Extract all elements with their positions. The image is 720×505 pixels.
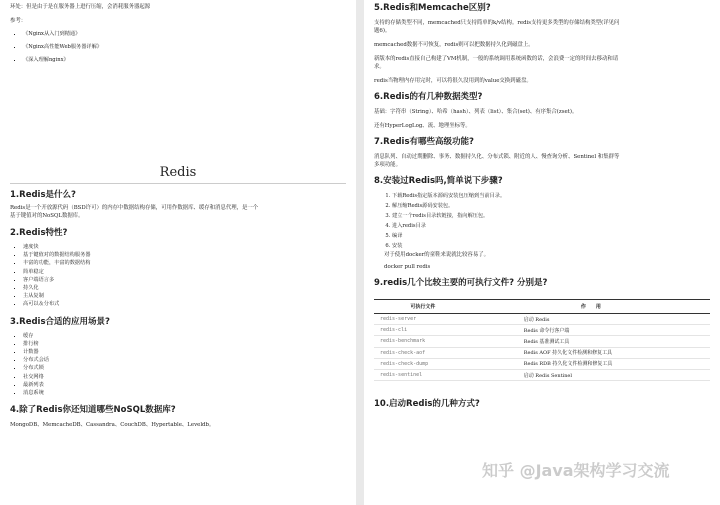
list-item: ▪ 社交网络 [23,373,346,381]
table-row [374,347,710,358]
list-item: ▪ 简单稳定 [23,268,346,276]
s4-text: MongoDB、MemcacheDB、Cassandra、CouchDB、Hypertable、Leveldb。 [10,422,215,429]
env-note: 环处：但是由于是在服务器上进行压缩，会消耗服务器起源 [10,4,151,10]
s5-text-line: redis当物理内存用完时，可以将很久没用到的value交换到磁盘。 [374,78,532,84]
step-item: 3. 建立一个redis目录软链接，指向解压包。 [392,211,710,221]
table-row [374,314,710,325]
table-cell-exec: redis-check-aof [374,347,472,358]
left-page [0,0,356,505]
s5-text-line: 新版本的redis直接自己构建了VM机制，一般的系统调用系统函数的话，会浪费一定的时间去移动和请 [374,56,619,62]
step-item: 1. 下载Redis指定版本源码安装包压缩到当前目录。 [392,191,710,201]
list-item: ▪ 基于键值对的数据结构服务器 [23,251,346,259]
section-heading-1: 1.Redis是什么? [10,190,76,200]
table-cell-desc: Redis AOF 持久化文件检测和修复工具 [472,347,710,358]
table-row [374,358,710,369]
list-item: ▪ 最新列表 [23,381,346,389]
list-item: ▪ 客户端语言多 [23,276,346,284]
table-cell-exec: redis-benchmark [374,336,472,347]
list-item: ▪ 消息系统 [23,389,346,397]
reference-link[interactable]: ▪ 《Nginx从入门到精通》 [23,28,346,41]
step-item: 6. 安装 [392,241,710,251]
list-item: ▪ 主从复制 [23,292,346,300]
list-item: ▪ 速度快 [23,243,346,251]
table-cell-desc: Redis 命令行客户端 [472,325,710,336]
table-cell-desc: 启动 Redis Sentinel [472,369,710,380]
section-heading-5: 5.Redis和Memcache区别? [374,3,491,13]
reference-link[interactable]: ▪ 《深入理解nginx》 [23,54,346,67]
table-cell-desc: Redis 基准测试工具 [472,336,710,347]
section-heading-7: 7.Redis有哪些高级功能? [374,137,474,147]
right-page [364,0,720,505]
table-row [374,336,710,347]
list-item: ▪ 分布式会话 [23,356,346,364]
section-heading-10: 10.启动Redis的几种方式? [374,399,480,410]
docker-note: 对于使用docker的童鞋来说就比较容易了。 [384,252,489,258]
table-header: 可执行文件 [374,300,472,314]
list-item: ▪ 持久化 [23,284,346,292]
list-item: ▪ 排行榜 [23,340,346,348]
divider [10,183,346,184]
s1-text-line: 基于键值对的NoSQL数据库。 [10,213,84,219]
s5-text-line: 题6)。 [374,28,391,34]
section-heading-3: 3.Redis合适的应用场景? [10,316,110,327]
list-item: ▪ 缓存 [23,332,346,340]
docker-command: docker pull redis [384,264,431,270]
reference-link[interactable]: ▪ 《Nginx高性能Web服务器详解》 [23,41,346,54]
step-item: 2. 解压缩Redis源码安装包。 [392,201,710,211]
table-row [374,325,710,336]
table-cell-exec: redis-server [374,314,472,325]
list-item: ▪ 分布式锁 [23,364,346,372]
step-item: 4. 进入redis目录 [392,221,710,231]
executables-table [374,299,710,381]
s6-text: 还有HyperLogLog、流、地理坐标等。 [374,123,471,129]
s7-text-line: 消息队列、自动过期删除、事务、数据持久化、分布式锁、附近的人、慢查询分析、Sentinel 和集群等 [374,154,620,160]
section-heading-6: 6.Redis的有几种数据类型? [374,92,483,102]
reference-label: 参考： [10,18,27,24]
s5-text-line: memcached数据不可恢复，redis则可以把数据持久化到磁盘上。 [374,42,534,48]
table-header: 作 用 [472,300,710,314]
table-row [374,369,710,380]
section-heading-9: 9.redis几个比较主要的可执行文件? 分别是? [374,278,548,288]
s5-text-line: 求。 [374,64,385,70]
table-cell-exec: redis-sentinel [374,369,472,380]
section-heading-2: 2.Redis特性? [10,228,68,238]
watermark-text: 知乎 @Java架构学习交流 [482,461,670,480]
section-heading-4: 4.除了Redis你还知道哪些NoSQL数据库? [10,405,176,416]
s7-text-line: 多项功能。 [374,162,401,168]
table-header-row [374,300,710,314]
step-item: 5. 编译 [392,231,710,241]
table-cell-exec: redis-check-dump [374,358,472,369]
list-item: ▪ 高可以＆分布式 [23,300,346,308]
s6-text: 基础：字符串（String）、哈希（hash）、列表（list）、集合(set)、有序集合(zset)。 [374,109,578,115]
table-cell-desc: 启动 Redis [472,314,710,325]
table-cell-exec: redis-cli [374,325,472,336]
s5-text-line: 支持的存储类型不同，memcached只支持简单的k/v结构。redis支持更多类型的存储结构类型(详见问 [374,20,620,26]
table-cell-desc: Redis RDB 持久化文件检测和修复工具 [472,358,710,369]
section-heading-8: 8.安装过Redis吗,简单说下步骤? [374,176,503,186]
page-title: Redis [159,165,197,180]
list-item: ▪ 计数器 [23,348,346,356]
s1-text-line: Redis是一个开放源代码（BSD许可）的内存中数据结构存储，可用作数据库、缓存和消息代理，是一个 [10,205,259,211]
watermark [482,458,670,481]
list-item: ▪ 丰富的功能，丰富的数据结构 [23,259,346,267]
